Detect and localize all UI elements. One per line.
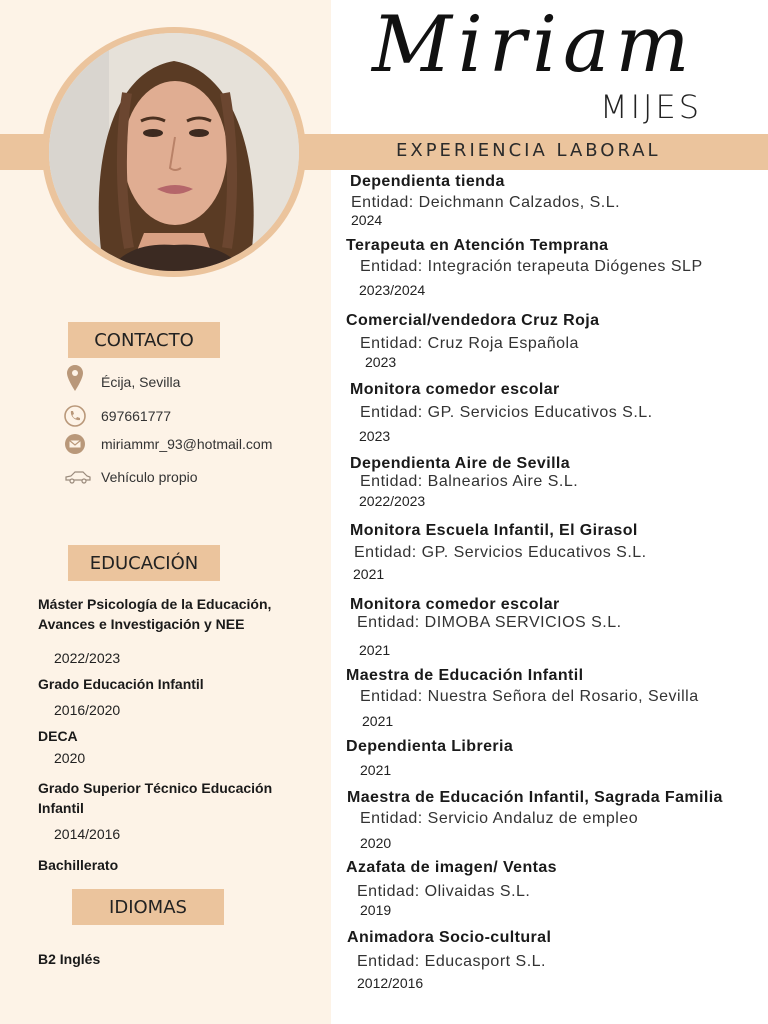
job-entity: Entidad: GP. Servicios Educativos S.L. <box>360 404 653 421</box>
job-entity: Entidad: Nuestra Señora del Rosario, Sevilla <box>360 688 699 705</box>
job-entry <box>347 789 723 851</box>
contact-heading: CONTACTO <box>68 322 220 358</box>
last-name: MIJES <box>600 88 703 126</box>
contact-location <box>64 366 180 390</box>
job-entity: Entidad: Deichmann Calzados, S.L. <box>351 194 621 211</box>
education-title: Grado Educación Infantil <box>38 676 204 692</box>
education-item <box>38 778 308 842</box>
phone-text[interactable]: 697661777 <box>101 408 172 424</box>
education-title: Máster Psicología de la Educación, Avances e Investigación y NEE <box>38 596 272 632</box>
job-years: 2023 <box>359 428 391 444</box>
job-entity: Entidad: GP. Servicios Educativos S.L. <box>354 544 647 561</box>
experience-heading: EXPERIENCIA LABORAL <box>396 140 661 161</box>
job-years: 2022/2023 <box>359 493 426 509</box>
email-text[interactable]: miriammr_93@hotmail.com <box>101 436 273 452</box>
contact-phone <box>64 405 171 427</box>
education-item <box>38 726 308 766</box>
vehicle-text: Vehículo propio <box>101 469 198 485</box>
education-years: 2022/2023 <box>54 650 121 666</box>
job-entry <box>346 237 703 298</box>
job-years: 2021 <box>362 713 394 729</box>
education-item <box>38 594 308 666</box>
location-pin-icon <box>64 367 86 389</box>
car-icon <box>64 466 92 488</box>
education-item <box>38 855 308 875</box>
education-title: Grado Superior Técnico Educación Infantil <box>38 780 273 816</box>
job-entry <box>350 381 653 444</box>
job-years: 2012/2016 <box>357 975 424 991</box>
education-heading: EDUCACIÓN <box>68 545 220 581</box>
job-years: 2020 <box>360 835 392 851</box>
job-entry <box>346 667 699 729</box>
job-years: 2023 <box>365 354 397 370</box>
job-entity: Entidad: DIMOBA SERVICIOS S.L. <box>357 614 622 631</box>
email-icon <box>64 433 86 455</box>
job-title: Monitora comedor escolar <box>350 596 560 613</box>
job-entry <box>350 455 578 509</box>
job-title: Dependienta Aire de Sevilla <box>350 455 571 472</box>
profile-photo <box>49 33 299 271</box>
first-name: Miriam <box>372 0 696 90</box>
education-item <box>38 674 308 718</box>
education-title: Bachillerato <box>38 857 119 873</box>
job-entity: Entidad: Cruz Roja Española <box>360 335 579 352</box>
job-entry <box>350 522 647 582</box>
job-years: 2021 <box>360 762 392 778</box>
language-item <box>38 949 308 969</box>
job-title: Monitora comedor escolar <box>350 381 560 398</box>
education-years: 2016/2020 <box>54 702 121 718</box>
job-title: Monitora Escuela Infantil, El Girasol <box>350 522 638 539</box>
job-entity: Entidad: Servicio Andaluz de empleo <box>360 810 639 827</box>
job-years: 2023/2024 <box>359 282 426 298</box>
portrait-illustration <box>49 33 299 271</box>
job-title: Dependienta tienda <box>350 173 505 190</box>
job-title: Animadora Socio-cultural <box>347 929 552 946</box>
job-entry <box>346 312 599 370</box>
job-entity: Entidad: Balnearios Aire S.L. <box>360 473 579 490</box>
job-entry <box>346 738 513 778</box>
contact-email <box>64 433 272 455</box>
phone-icon <box>64 405 86 427</box>
job-title: Azafata de imagen/ Ventas <box>346 859 557 876</box>
job-entry <box>350 596 622 658</box>
job-years: 2019 <box>360 902 392 918</box>
job-title: Maestra de Educación Infantil, Sagrada Familia <box>347 789 723 806</box>
job-title: Comercial/vendedora Cruz Roja <box>346 312 600 329</box>
job-title: Terapeuta en Atención Temprana <box>346 237 609 254</box>
job-title: Dependienta Libreria <box>346 738 514 755</box>
job-years: 2024 <box>351 212 383 228</box>
job-years: 2021 <box>359 642 391 658</box>
education-years: 2014/2016 <box>54 826 121 842</box>
job-entry <box>346 859 557 918</box>
education-title: DECA <box>38 728 78 744</box>
job-entity: Entidad: Educasport S.L. <box>357 953 546 970</box>
language-text: B2 Inglés <box>38 951 101 967</box>
job-entry <box>350 173 620 228</box>
education-years: 2020 <box>54 750 86 766</box>
languages-heading: IDIOMAS <box>72 889 224 925</box>
job-entity: Entidad: Integración terapeuta Diógenes SLP <box>360 258 703 275</box>
job-entity: Entidad: Olivaidas S.L. <box>357 883 531 900</box>
job-years: 2021 <box>353 566 385 582</box>
job-title: Maestra de Educación Infantil <box>346 667 584 684</box>
job-entry <box>347 929 551 991</box>
location-text: Écija, Sevilla <box>101 374 181 390</box>
contact-vehicle <box>64 466 198 488</box>
